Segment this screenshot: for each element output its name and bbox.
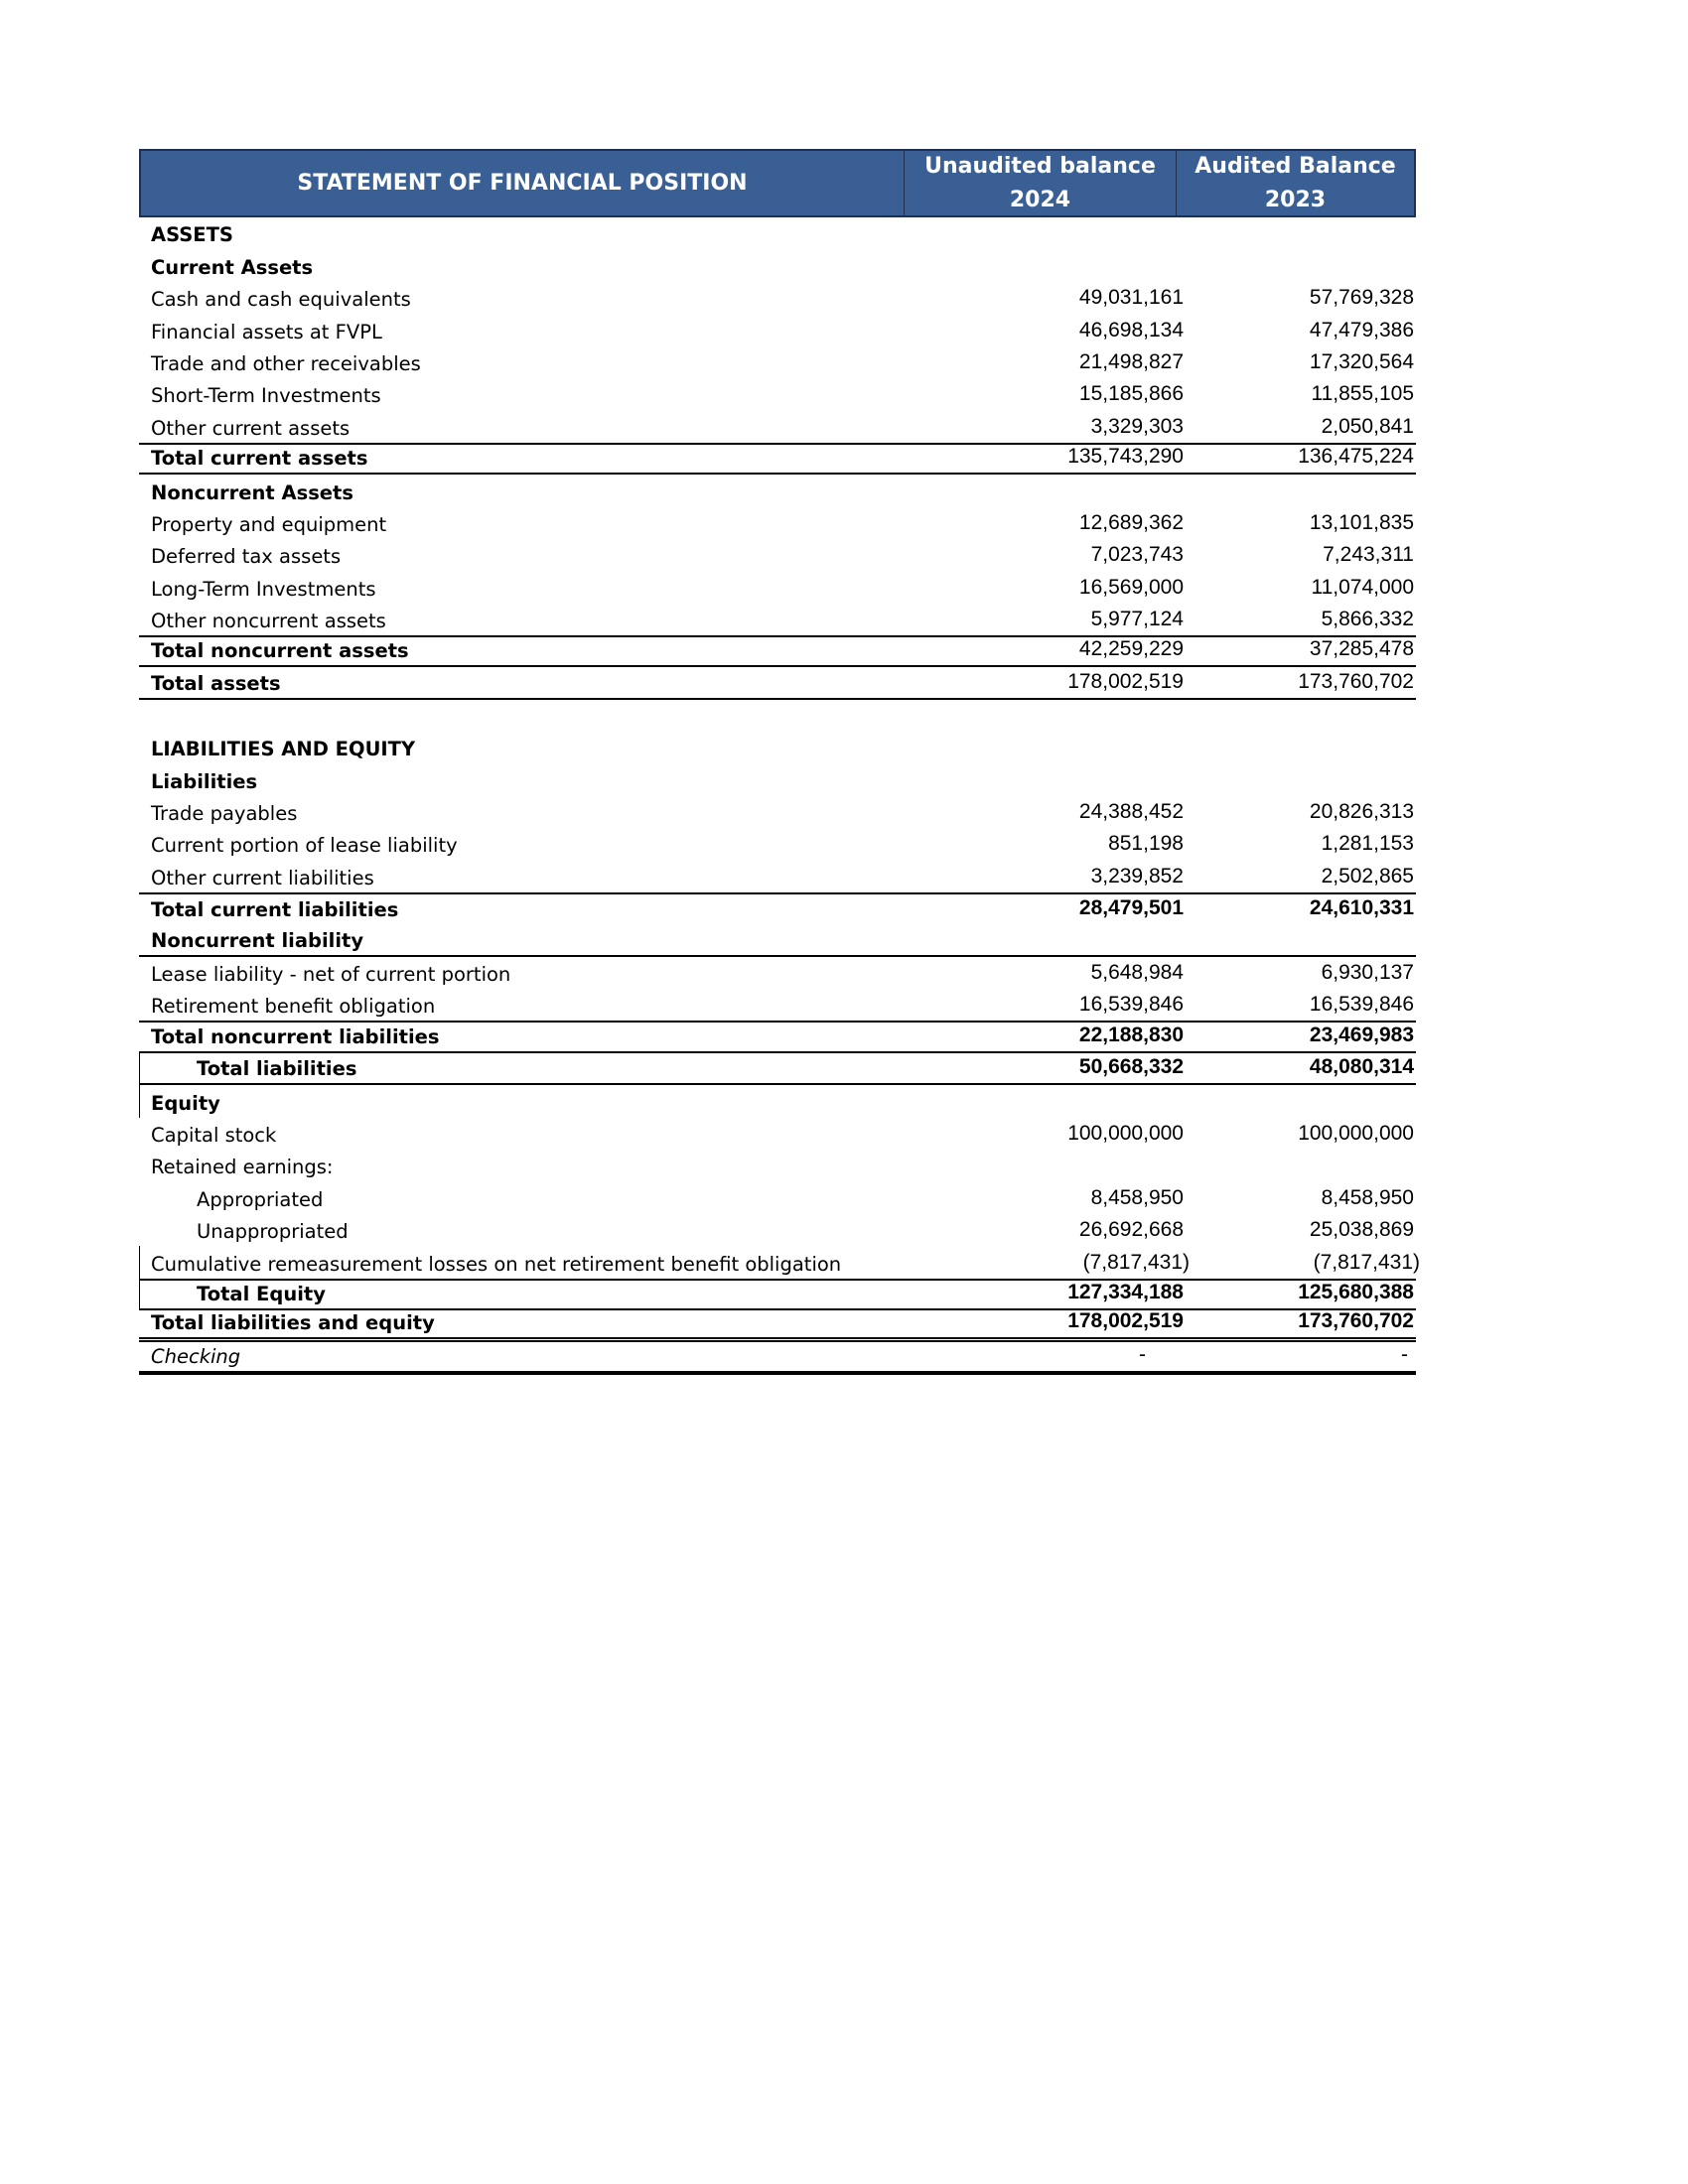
value-2024: 135,743,290 [1067, 445, 1184, 469]
value-2024: 12,689,362 [1078, 510, 1184, 534]
subheading-noncurrent-assets: Noncurrent Assets [151, 480, 353, 504]
value-2024: 22,188,830 [1078, 1023, 1184, 1046]
value-2024: 24,388,452 [1078, 800, 1184, 824]
row-label: Financial assets at FVPL [151, 320, 382, 343]
value-2023: 11,074,000 [1311, 575, 1414, 599]
value-2023: 136,475,224 [1298, 445, 1414, 469]
checking-row [139, 1342, 1416, 1374]
retained-earnings-heading: Retained earnings: [151, 1156, 334, 1179]
row-label: Other noncurrent assets [151, 610, 386, 633]
subheading-liabilities: Liabilities [151, 769, 258, 793]
table-row [139, 539, 1416, 571]
value-2024: 5,977,124 [1090, 608, 1184, 631]
value-2024: 28,479,501 [1078, 896, 1184, 920]
value-2023: 16,539,846 [1309, 993, 1414, 1017]
value-2023: 24,610,331 [1309, 896, 1414, 920]
value-2023: 57,769,328 [1309, 286, 1414, 310]
value-2023: 173,760,702 [1298, 669, 1414, 693]
row-label: Capital stock [151, 1123, 277, 1147]
statement-title: STATEMENT OF FINANCIAL POSITION [141, 151, 905, 215]
value-2023: 2,050,841 [1321, 414, 1414, 438]
value-2024: 3,329,303 [1090, 414, 1184, 438]
unappropriated-row [139, 1214, 1416, 1246]
spacer [139, 700, 1416, 732]
value-2024: 15,185,866 [1078, 382, 1184, 406]
row-label: Total Equity [197, 1282, 326, 1305]
row-label: Total current assets [151, 447, 368, 471]
value-2024: 7,023,743 [1090, 543, 1184, 567]
row-label: Deferred tax assets [151, 545, 342, 569]
appropriated-row [139, 1181, 1416, 1213]
value-2024: 46,698,134 [1078, 318, 1184, 341]
value-2023: 8,458,950 [1321, 1185, 1414, 1209]
row-label: Total current liabilities [151, 898, 399, 922]
value-2023: (7,817,431) [1313, 1250, 1420, 1274]
value-2023: 13,101,835 [1309, 510, 1414, 534]
table-row [139, 796, 1416, 828]
row-label: Total noncurrent assets [151, 639, 409, 663]
value-2023: 173,760,702 [1298, 1309, 1414, 1333]
value-2023: 20,826,313 [1309, 800, 1414, 824]
row-label: Property and equipment [151, 512, 387, 536]
value-2023: 25,038,869 [1309, 1218, 1414, 1242]
value-2024: 8,458,950 [1090, 1185, 1184, 1209]
value-2023: 17,320,564 [1309, 349, 1414, 373]
row-label: Trade payables [151, 802, 298, 826]
value-2024: 100,000,000 [1067, 1121, 1184, 1145]
total-liabilities-row [139, 1053, 1416, 1085]
table-row [139, 507, 1416, 539]
row-label: Lease liability - net of current portion [151, 962, 511, 986]
row-label: Total liabilities and equity [151, 1311, 435, 1335]
table-row [139, 828, 1416, 860]
row-label: Other current assets [151, 416, 351, 440]
table-row [139, 378, 1416, 410]
value-2023: 2,502,865 [1321, 864, 1414, 887]
row-label: Total noncurrent liabilities [151, 1024, 440, 1048]
row-label: Total assets [151, 671, 281, 695]
value-2024: 127,334,188 [1067, 1280, 1184, 1303]
value-2024: 26,692,668 [1078, 1218, 1184, 1242]
value-2024: 178,002,519 [1067, 669, 1184, 693]
table-row [139, 604, 1416, 635]
total-current-liabilities-row [139, 892, 1416, 924]
row-label: Current portion of lease liability [151, 834, 458, 858]
value-2023: 6,930,137 [1321, 960, 1414, 984]
value-2023: 7,243,311 [1323, 543, 1414, 567]
subheading-noncurrent-liability: Noncurrent liability [139, 924, 1416, 956]
row-label: Total liabilities [197, 1057, 357, 1081]
row-label: Short-Term Investments [151, 384, 381, 408]
value-2024: - [1139, 1342, 1146, 1366]
table-row [139, 410, 1416, 442]
table-row [139, 346, 1416, 378]
row-label: Appropriated [197, 1187, 324, 1211]
value-2024: 49,031,161 [1078, 286, 1184, 310]
value-2023: 37,285,478 [1309, 637, 1414, 661]
value-2023: 11,855,105 [1311, 382, 1414, 406]
value-2024: 16,539,846 [1078, 993, 1184, 1017]
row-label: Checking [151, 1344, 241, 1368]
value-2024: 50,668,332 [1078, 1055, 1184, 1079]
value-2024: 16,569,000 [1078, 575, 1184, 599]
value-2023: 47,479,386 [1309, 318, 1414, 341]
subheading-equity: Equity [139, 1085, 1416, 1117]
value-2023: 5,866,332 [1321, 608, 1414, 631]
table-row [139, 571, 1416, 603]
row-label: Cumulative remeasurement losses on net retirement benefit obligation [151, 1252, 842, 1276]
total-current-assets-row [139, 443, 1416, 475]
table-header [139, 149, 1416, 217]
financial-statement-table [139, 149, 1420, 1375]
section-heading-liabilities-equity: LIABILITIES AND EQUITY [151, 738, 416, 761]
row-label: Unappropriated [197, 1220, 349, 1244]
value-2023: 1,281,153 [1321, 832, 1414, 856]
table-row [139, 282, 1416, 314]
value-2023: - [1401, 1342, 1408, 1366]
section-heading-assets: ASSETS [151, 223, 233, 247]
column-header-2024: Unaudited balance 2024 [905, 151, 1177, 215]
capital-stock-row [139, 1118, 1416, 1150]
cumulative-remeasurement-row [139, 1246, 1420, 1278]
subheading-current-assets: Current Assets [151, 255, 314, 279]
row-label: Retirement benefit obligation [151, 995, 436, 1019]
row-label: Cash and cash equivalents [151, 288, 411, 312]
value-2024: 851,198 [1108, 832, 1184, 856]
value-2024: 178,002,519 [1067, 1309, 1184, 1333]
total-liabilities-and-equity-row [139, 1310, 1416, 1342]
table-row [139, 860, 1416, 891]
row-label: Other current liabilities [151, 866, 374, 889]
value-2023: 125,680,388 [1298, 1280, 1414, 1303]
column-header-2023: Audited Balance 2023 [1195, 153, 1396, 212]
value-2023: 23,469,983 [1309, 1023, 1414, 1046]
row-label: Trade and other receivables [151, 351, 421, 375]
total-noncurrent-assets-row [139, 635, 1416, 667]
table-row [139, 314, 1416, 345]
row-label: Long-Term Investments [151, 577, 376, 601]
total-assets-row [139, 667, 1416, 699]
value-2024: 42,259,229 [1078, 637, 1184, 661]
value-2024: 21,498,827 [1078, 349, 1184, 373]
value-2024: 3,239,852 [1090, 864, 1184, 887]
total-noncurrent-liabilities-row [139, 1021, 1416, 1052]
value-2023: 48,080,314 [1309, 1055, 1414, 1079]
value-2023: 100,000,000 [1298, 1121, 1414, 1145]
value-2024: 5,648,984 [1090, 960, 1184, 984]
table-row [139, 989, 1416, 1021]
table-row [139, 957, 1416, 989]
value-2024: (7,817,431) [1082, 1250, 1190, 1274]
